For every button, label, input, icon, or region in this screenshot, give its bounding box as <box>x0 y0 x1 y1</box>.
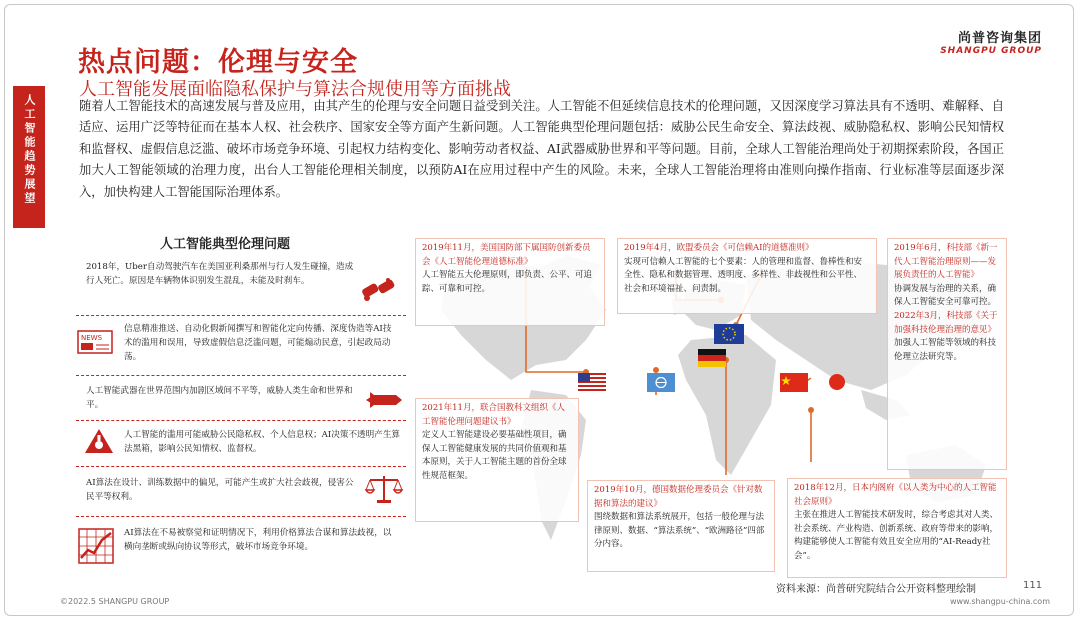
issue-item: 人工智能的滥用可能威胁公民隐私权、个人信息权；AI决策不透明产生算法黑箱，影响公民知情权、监督权。 <box>124 430 401 454</box>
issue-item: AI算法在不易被察觉和证明情况下，利用价格算法合谋和算法歧视，以横向垄断或纵向协议等形式，破坏市场竞争环境。 <box>124 528 392 552</box>
issue-item: 人工智能武器在世界范围内加剧区域间不平等，威胁人类生命和世界和平。 <box>86 386 353 410</box>
left-panel-title: 人工智能典型伦理问题 <box>160 237 291 252</box>
svg-text:NEWS: NEWS <box>81 334 103 342</box>
card-heading: 2018年12月，日本内阁府《以人类为中心的人工智能社会原则》 <box>794 483 997 507</box>
timeline-card-jp <box>787 478 1007 578</box>
de-flag-icon <box>698 349 726 367</box>
logo-cn: 尚普咨询集团 <box>957 31 1042 46</box>
card-body: 协调发展与治理的关系，确保人工智能安全可靠可控。 <box>894 283 997 308</box>
privacy-warning-icon <box>84 428 114 458</box>
card-body: 围绕数据和算法系统展开，包括一般伦理与法律原则、数据、“算法系统”、“欧洲路径”四部分内容。 <box>594 512 765 550</box>
copyright: ©2022.5 SHANGPU GROUP <box>60 597 170 606</box>
logo-en: SHANGPU GROUP <box>940 46 1042 56</box>
card-body: 加强人工智能等领域的科技伦理立法研究等。 <box>894 338 997 362</box>
separator <box>76 466 406 467</box>
card-body: 主张在推进人工智能技术研发时，综合考虑其对人类、社会系统、产业构造、创新系统、政府等带来的影响，构建能够使人工智能有效且安全应用的“AI-Ready社会”。 <box>794 510 999 561</box>
card-heading: 2019年4月，欧盟委员会《可信赖AI的道德准则》 <box>624 243 814 253</box>
eu-flag-icon <box>714 324 744 344</box>
news-icon <box>77 330 113 358</box>
timeline-card-eu <box>617 238 877 314</box>
issue-item: AI算法在设计、训练数据中的偏见，可能产生或扩大社会歧视，侵害公民平等权利。 <box>86 478 354 502</box>
timeline-card-cn <box>887 238 1007 470</box>
timeline-card-de <box>587 480 775 572</box>
scales-icon <box>364 474 404 508</box>
card-heading: 2019年10月，德国数据伦理委员会《针对数据和算法的建议》 <box>594 485 763 509</box>
card-body: 实现可信赖人工智能的七个要素：人的管理和监督、鲁棒性和安全性、隐私和数据管理、透明度、多样性、非歧视性和公平性、社会和环境福祉、问责制。 <box>624 256 863 294</box>
separator <box>76 375 406 376</box>
card-heading: 2019年6月，科技部《新一代人工智能治理原则——发展负责任的人工智能》 <box>894 243 998 281</box>
page-number: 111 <box>1023 580 1043 591</box>
side-tab: 人工智能趋势展望 <box>13 86 45 228</box>
card-heading: 2019年11月，美国国防部下属国防创新委员会《人工智能伦理道德标准》 <box>422 243 591 267</box>
separator <box>76 420 406 421</box>
page-title: 热点问题：伦理与安全 <box>78 47 358 78</box>
issue-item: 信息精准推送、自动化假新闻撰写和智能化定向传播、深度伪造等AI技术的滥用和误用，导致虚假信息泛滥问题，可能煽动民意，引起政局动荡。 <box>124 324 392 362</box>
separator <box>76 516 406 517</box>
intro-paragraph: 随着人工智能技术的高速发展与普及应用，由其产生的伦理与安全问题日益受到关注。人工智能不但延续信息技术的伦理问题，又因深度学习算法具有不透明、难解释、自适应、运用广泛等特征而在基本人权、社会秩序、国家安全等方面产生新问题。人工智能典型伦理问题包括：威胁公民生命安全、算法歧视、威胁隐私权、影响公民知情权和监督权、虚假信息泛滥、破坏市场竞争环境、引起权力结构变化、影响劳动者权益、AI武器威胁世界和平等问题。目前，全球人工智能治理尚处于初期探索阶段，各国正加大人工智能领域的治理力度，出台人工智能伦理相关制度，以预防AI在应用过程中产生的风险。未来，全球人工智能治理将由准则向操作指南、行业标准等层面逐步深入，加快构建人工智能国际治理体系。 <box>79 99 1004 199</box>
market-chart-icon <box>78 528 114 568</box>
un-flag-icon <box>647 373 675 392</box>
card-body: 定义人工智能建设必要基础性项目，确保人工智能健康发展的共同价值观和基本原则，关于人工智能主题的首份全球性规范框架。 <box>422 430 567 481</box>
website: www.shangpu-china.com <box>949 597 1050 606</box>
us-flag-icon <box>578 373 606 391</box>
cn-flag-icon <box>780 373 808 392</box>
page-subtitle: 人工智能发展面临隐私保护与算法合规使用等方面挑战 <box>79 79 511 100</box>
timeline-card-us <box>415 238 605 326</box>
card-heading: 2021年11月，联合国教科文组织《人工智能伦理问题建议书》 <box>422 403 565 427</box>
source-note: 资料来源：尚普研究院结合公开资料整理绘制 <box>776 584 976 595</box>
timeline-card-un <box>415 398 579 522</box>
card-body: 人工智能五大伦理原则，即负责、公平、可追踪、可靠和可控。 <box>422 270 593 294</box>
company-logo <box>940 27 1042 56</box>
card-heading: 2022年3月，科技部《关于加强科技伦理治理的意见》 <box>894 310 998 335</box>
separator <box>76 315 406 316</box>
jp-flag-icon <box>828 373 846 391</box>
issue-item: 2018年，Uber自动驾驶汽车在美国亚利桑那州与行人发生碰撞，造成行人死亡。原因是车辆物体识别发生混乱，未能及时刹车。 <box>86 262 354 286</box>
car-crash-icon <box>358 272 398 310</box>
missile-icon <box>364 392 404 412</box>
